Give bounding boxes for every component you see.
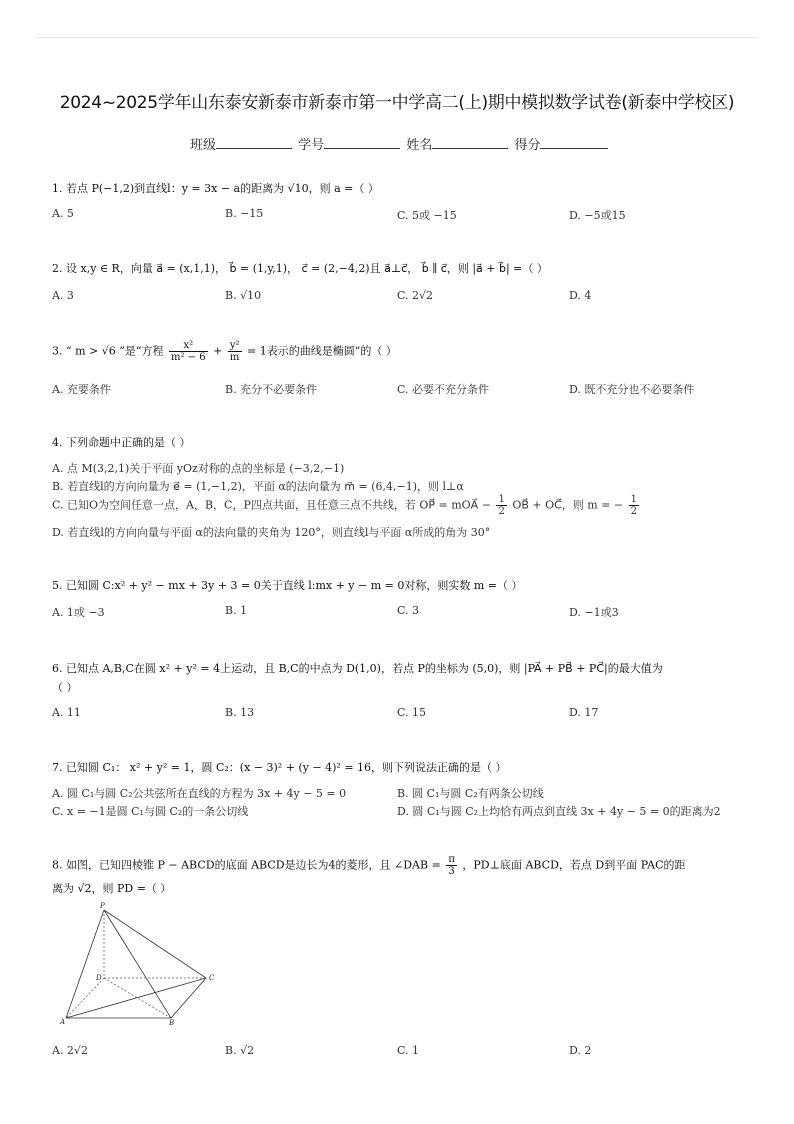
q4-stem: 4. 下列命题中正确的是（ ）	[52, 436, 191, 449]
q8-option-a[interactable]: A. 2√2	[52, 1044, 88, 1057]
q6-option-d[interactable]: D. 17	[569, 706, 599, 719]
q5-option-c[interactable]: C. 3	[397, 604, 420, 617]
label-c: C	[209, 974, 215, 982]
q6-option-c[interactable]: C. 15	[397, 706, 427, 719]
q8-fraction: $\frac{\pi}{3}$	[448, 854, 455, 877]
q1-stem: 1. 若点 P(−1,2)到直线l：y = 3x − a的距离为 √10，则 a =（ ）	[52, 182, 379, 195]
q3-stem-post: = 1表示的曲线是椭圆”的（ ）	[247, 344, 397, 358]
top-rule	[36, 37, 758, 38]
q5-option-d[interactable]: D. −1或3	[569, 606, 619, 619]
q7-option-c[interactable]: C. x = −1是圆 C₁与圆 C₂的一条公切线	[52, 805, 249, 818]
q2-option-d[interactable]: D. 4	[569, 289, 592, 302]
edge-da	[66, 978, 104, 1018]
score-label: 得分	[514, 138, 541, 153]
score-blank[interactable]	[540, 136, 608, 149]
q5-option-b[interactable]: B. 1	[225, 604, 248, 617]
q1-option-a[interactable]: A. 5	[52, 207, 74, 220]
class-label: 班级	[190, 138, 217, 153]
q8-stem-post: ，PD⊥底面 ABCD，若点 D到平面 PAC的距	[462, 858, 686, 872]
edge-db	[104, 978, 171, 1018]
name-blank[interactable]	[432, 136, 508, 149]
q2-option-a[interactable]: A. 3	[52, 289, 74, 302]
q8-option-b[interactable]: B. √2	[225, 1044, 255, 1057]
label-p: P	[100, 902, 105, 910]
q1-option-c[interactable]: C. 5或 −15	[397, 209, 457, 222]
q8-stem-pre: 8. 如图，已知四棱锥 P − ABCD的底面 ABCD是边长为4的菱形，且 ∠DAB =	[52, 858, 441, 872]
q4-c-fraction-2: $\frac{1}{2}$	[630, 494, 638, 517]
name-label: 姓名	[406, 138, 433, 153]
class-blank[interactable]	[216, 136, 292, 149]
q7-option-d[interactable]: D. 圆 C₁与圆 C₂上均恰有两点到直线 3x + 4y − 5 = 0的距离为2	[397, 805, 721, 818]
q3-fraction-2: $\frac{\text{y²}}{m}$	[229, 340, 240, 363]
q4-option-c[interactable]	[52, 494, 641, 517]
q1-option-b[interactable]: B. −15	[225, 207, 264, 220]
q4-c-fraction: $\frac{1}{2}$	[498, 494, 505, 517]
q4-option-b[interactable]: B. 若直线l的方向向量为 e⃗ = (1,−1,2)，平面 α的法向量为 m⃗ = (6,4,−1)，则 l⊥α	[52, 480, 464, 493]
q3-plus: +	[213, 344, 223, 358]
edge-pb	[104, 910, 171, 1018]
label-b: B	[169, 1019, 175, 1025]
pyramid-figure	[56, 900, 226, 1025]
q3-option-c[interactable]: C. 必要不充分条件	[397, 383, 490, 396]
student-info-line	[190, 134, 610, 153]
q8-option-c[interactable]: C. 1	[397, 1044, 420, 1057]
q6-option-b[interactable]: B. 13	[225, 706, 255, 719]
q6-option-a[interactable]: A. 11	[52, 706, 81, 719]
label-d: D	[96, 974, 102, 982]
q4-c-mid: OB⃗ + OC⃗，则 m = −	[512, 498, 624, 512]
q3-stem	[52, 340, 397, 363]
id-label: 学号	[298, 138, 325, 153]
q6-stem-line2: （ ）	[52, 681, 78, 694]
q7-option-a[interactable]: A. 圆 C₁与圆 C₂公共弦所在直线的方程为 3x + 4y − 5 = 0	[52, 787, 347, 800]
q3-stem-pre: 3. “ m > √6 ”是“方程	[52, 344, 164, 358]
q3-option-b[interactable]: B. 充分不必要条件	[225, 383, 318, 396]
q4-option-a[interactable]: A. 点 M(3,2,1)关于平面 yOz对称的点的坐标是 (−3,2,−1)	[52, 462, 345, 475]
q8-stem	[52, 854, 685, 877]
edge-pc	[104, 910, 206, 978]
edge-bc	[171, 978, 206, 1018]
page-title: 2024~2025学年山东泰安新泰市新泰市第一中学高二(上)期中模拟数学试卷(新泰中学校区)	[59, 93, 735, 113]
q4-c-pre: C. 已知O为空间任意一点，A，B，C，P四点共面，且任意三点不共线，若 OP⃗ = mOA⃗ −	[52, 498, 491, 512]
q5-stem: 5. 已知圆 C:x² + y² − mx + 3y + 3 = 0关于直线 l:mx + y − m = 0对称，则实数 m =（ ）	[52, 579, 523, 592]
q3-fraction-1: $\frac{\text{x²}}{\text{m² − 6}}$	[171, 340, 206, 363]
q3-option-d[interactable]: D. 既不充分也不必要条件	[569, 383, 695, 396]
q7-stem: 7. 已知圆 C₁： x² + y² = 1，圆 C₂：(x − 3)² + (y − 4)² = 16，则下列说法正确的是（ ）	[52, 761, 507, 774]
q4-option-d[interactable]: D. 若直线l的方向向量与平面 α的法向量的夹角为 120°，则直线l与平面 α所成的角为 30°	[52, 526, 491, 539]
q7-option-b[interactable]: B. 圆 C₁与圆 C₂有两条公切线	[397, 787, 544, 800]
q2-stem: 2. 设 x,y ∈ R，向量 a⃗ = (x,1,1)， b⃗ = (1,y,1)， c⃗ = (2,−4,2)且 a⃗⊥c⃗， b⃗ ∥ c⃗，则 |a⃗ + b⃗| =（ ）	[52, 262, 548, 275]
q2-option-c[interactable]: C. 2√2	[397, 289, 434, 302]
q3-option-a[interactable]: A. 充要条件	[52, 383, 111, 396]
q2-option-b[interactable]: B. √10	[225, 289, 262, 302]
q6-stem: 6. 已知点 A,B,C在圆 x² + y² = 4上运动，且 B,C的中点为 D(1,0)，若点 P的坐标为 (5,0)，则 |PA⃗ + PB⃗ + PC⃗|的最大值为	[52, 662, 663, 675]
id-blank[interactable]	[324, 136, 400, 149]
q8-option-d[interactable]: D. 2	[569, 1044, 592, 1057]
q5-option-a[interactable]: A. 1或 −3	[52, 606, 105, 619]
edge-pa	[66, 910, 104, 1018]
label-a: A	[60, 1018, 66, 1025]
edge-ac	[66, 978, 206, 1018]
q8-stem-line2: 离为 √2，则 PD =（ ）	[52, 882, 172, 895]
q1-option-d[interactable]: D. −5或15	[569, 209, 626, 222]
